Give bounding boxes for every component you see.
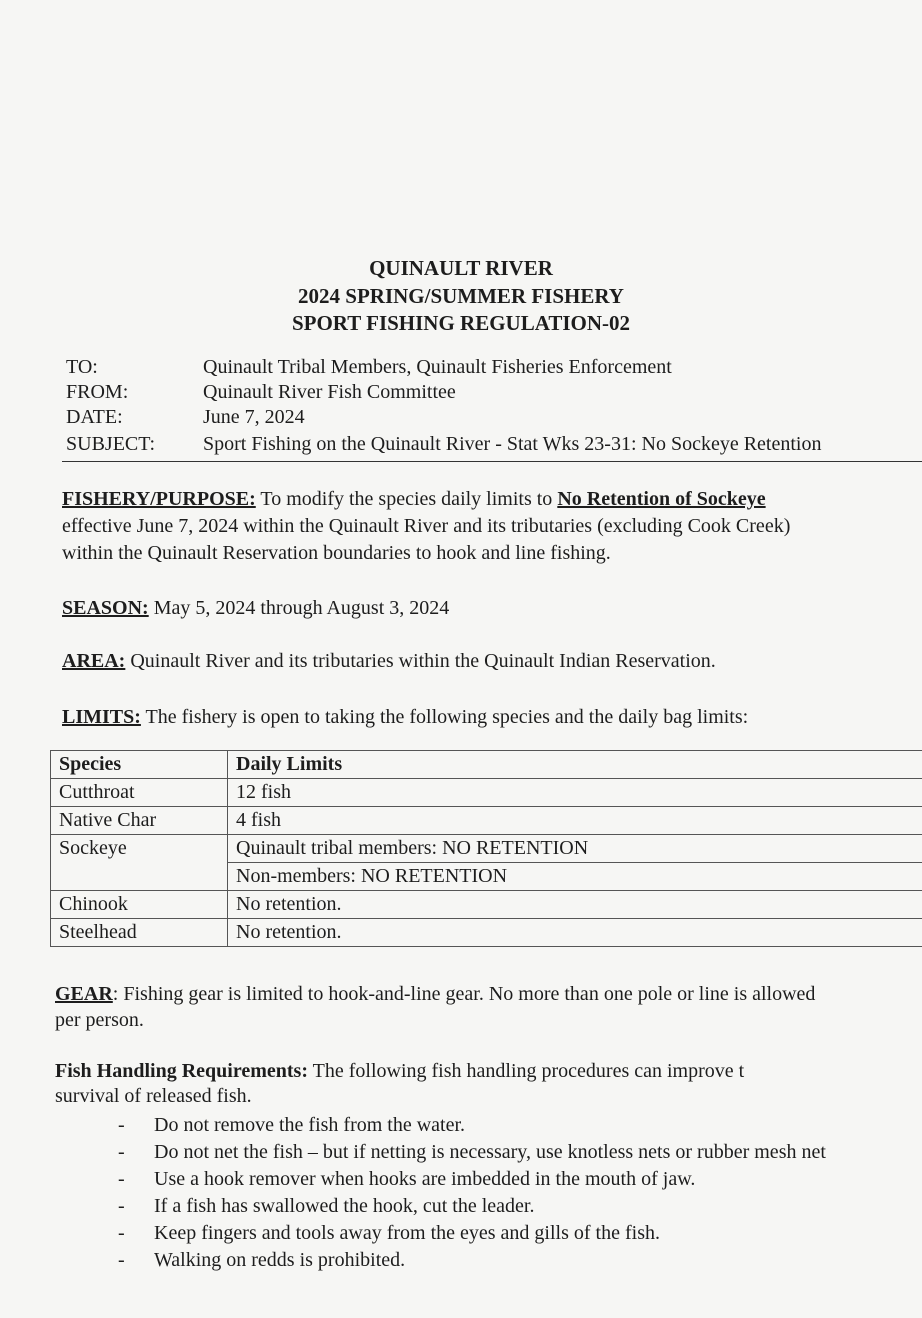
gear-line1: [55, 983, 815, 1006]
purpose-line2: effective June 7, 2024 within the Quinault River and its tributaries (excluding Cook Creek): [62, 515, 791, 537]
purpose-line3: within the Quinault Reservation boundaries to hook and line fishing.: [62, 542, 611, 564]
bullet-dash: -: [118, 1141, 125, 1163]
memo-subject: [66, 433, 821, 456]
purpose-line1: [62, 488, 766, 511]
purpose-text: To modify the species daily limits to: [255, 488, 558, 510]
memo-date-value: June 7, 2024: [203, 406, 305, 428]
memo-date: [66, 406, 305, 429]
species-cell: Cutthroat: [51, 779, 228, 807]
limit-cell: Non-members: NO RETENTION: [228, 863, 922, 891]
list-item-text: Keep fingers and tools away from the eyes and gills of the fish.: [154, 1222, 660, 1244]
limit-cell: 4 fish: [228, 807, 922, 835]
memo-divider: [62, 461, 922, 462]
header-daily-limits: Daily Limits: [228, 751, 922, 779]
table-row: [51, 919, 922, 947]
species-cell: Native Char: [51, 807, 228, 835]
bullet-dash: -: [118, 1114, 125, 1136]
species-cell: Sockeye: [51, 835, 228, 891]
season-line: [62, 597, 449, 620]
bullet-dash: -: [118, 1195, 125, 1217]
gear-heading: GEAR: [55, 983, 113, 1005]
gear-text: : Fishing gear is limited to hook-and-line gear. No more than one pole or line is allowed: [112, 983, 816, 1005]
memo-from-value: Quinault River Fish Committee: [203, 381, 456, 403]
bullet-dash: -: [118, 1168, 125, 1190]
limit-cell: Quinault tribal members: NO RETENTION: [228, 835, 922, 863]
bullet-dash: -: [118, 1249, 125, 1271]
memo-subject-label: SUBJECT:: [66, 433, 156, 455]
list-item-text: Use a hook remover when hooks are imbedded in the mouth of jaw.: [154, 1168, 696, 1190]
species-cell: Chinook: [51, 891, 228, 919]
gear-line2: per person.: [55, 1009, 144, 1031]
list-item-text: Do not remove the fish from the water.: [154, 1114, 466, 1136]
handling-line1: [55, 1060, 744, 1083]
handling-line2: survival of released fish.: [55, 1085, 252, 1107]
memo-to-label: TO:: [66, 356, 98, 378]
doc-title-line3: SPORT FISHING REGULATION-02: [291, 311, 631, 335]
memo-subject-value: Sport Fishing on the Quinault River - Stat Wks 23-31: No Sockeye Retention: [203, 433, 822, 455]
purpose-heading: FISHERY/PURPOSE:: [62, 488, 256, 510]
table-row: [51, 891, 922, 919]
season-text: May 5, 2024 through August 3, 2024: [148, 597, 450, 619]
table-row: [51, 835, 922, 863]
list-item-text: Do not net the fish – but if netting is necessary, use knotless nets or rubber mesh net: [154, 1141, 826, 1163]
season-heading: SEASON:: [62, 597, 149, 619]
memo-from-label: FROM:: [66, 381, 129, 403]
memo-to: [66, 356, 672, 379]
list-item-text: If a fish has swallowed the hook, cut the leader.: [154, 1195, 535, 1217]
table-row: [51, 807, 922, 835]
handling-heading: Fish Handling Requirements:: [55, 1060, 308, 1082]
doc-title-line2: 2024 SPRING/SUMMER FISHERY: [298, 284, 624, 308]
doc-title-line1: QUINAULT RIVER: [369, 256, 553, 280]
species-cell: Steelhead: [51, 919, 228, 947]
table-row: [51, 779, 922, 807]
memo-to-value: Quinault Tribal Members, Quinault Fisheries Enforcement: [203, 356, 672, 378]
limits-text: The fishery is open to taking the following species and the daily bag limits:: [140, 706, 749, 728]
purpose-emphasis: No Retention of Sockeye: [557, 488, 766, 510]
limit-cell: No retention.: [228, 919, 922, 947]
limits-line: [62, 706, 748, 729]
limits-table: [50, 750, 922, 947]
limit-cell: 12 fish: [228, 779, 922, 807]
list-item-text: Walking on redds is prohibited.: [154, 1249, 406, 1271]
memo-date-label: DATE:: [66, 406, 123, 428]
limit-cell: No retention.: [228, 891, 922, 919]
area-line: [62, 650, 716, 673]
bullet-dash: -: [118, 1222, 125, 1244]
table-header-row: [51, 751, 922, 779]
handling-text: The following fish handling procedures can improve t: [308, 1060, 745, 1082]
limits-heading: LIMITS:: [62, 706, 141, 728]
area-heading: AREA:: [62, 650, 126, 672]
memo-from: [66, 381, 456, 404]
header-species: Species: [51, 751, 228, 779]
area-text: Quinault River and its tributaries within the Quinault Indian Reservation.: [125, 650, 716, 672]
